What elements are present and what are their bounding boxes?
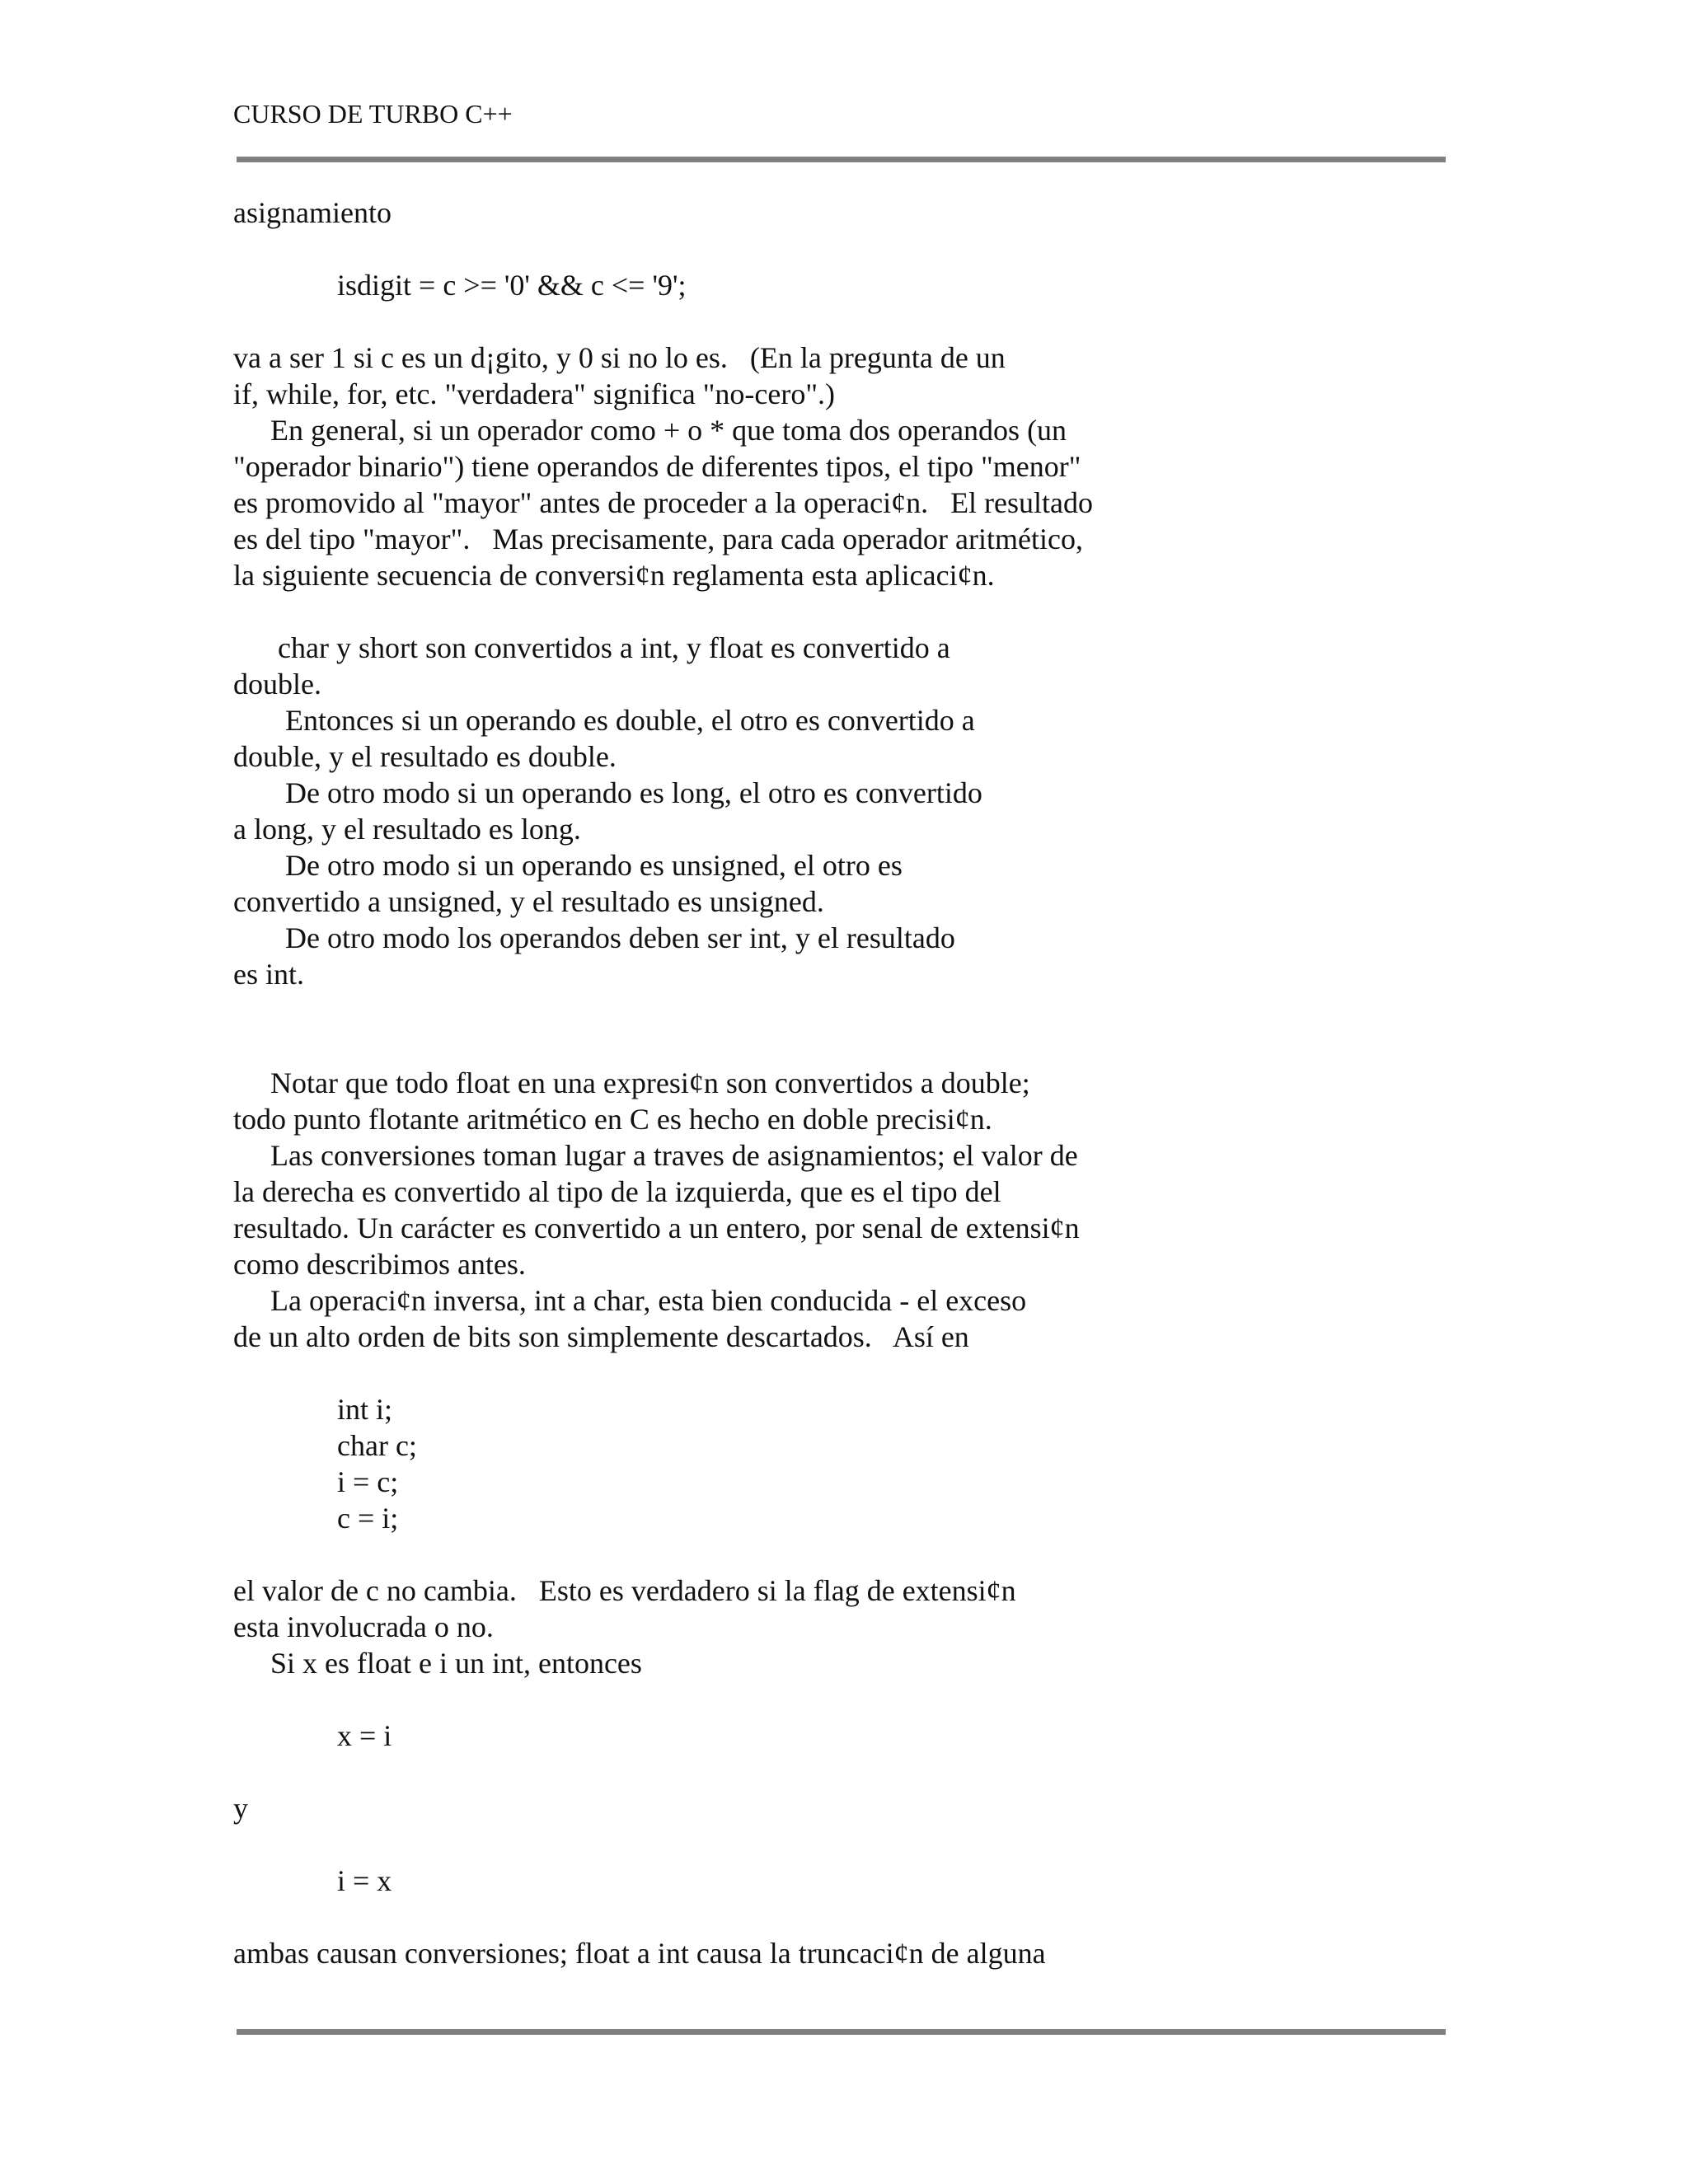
header-divider: [237, 157, 1446, 162]
text-line: la derecha es convertido al tipo de la izquierda, que es el tipo del: [233, 1175, 1001, 1208]
text-line: asignamiento: [233, 196, 392, 229]
text-line: [233, 231, 1437, 267]
code-line: int i;: [233, 1393, 393, 1426]
text-line: De otro modo si un operando es long, el otro es convertido: [233, 776, 982, 809]
text-line: [233, 1681, 1437, 1718]
text-line: Si x es float e i un int, entonces: [233, 1647, 642, 1680]
text-line: En general, si un operador como + o * que toma dos operandos (un: [233, 414, 1067, 447]
text-line: "operador binario") tiene operandos de diferentes tipos, el tipo "menor": [233, 450, 1081, 483]
text-line: [233, 992, 1437, 1029]
text-line: [233, 303, 1437, 340]
code-line: x = i: [233, 1719, 392, 1752]
text-line: como describimos antes.: [233, 1248, 526, 1281]
text-line: a long, y el resultado es long.: [233, 813, 581, 846]
text-line: convertido a unsigned, y el resultado es unsigned.: [233, 885, 824, 918]
text-line: el valor de c no cambia. Esto es verdadero si la flag de extensi¢n: [233, 1574, 1016, 1607]
text-line: esta involucrada o no.: [233, 1610, 494, 1643]
footer-divider: [237, 2029, 1446, 2035]
text-line: [233, 1826, 1437, 1863]
code-line: c = i;: [233, 1502, 399, 1535]
text-line: double.: [233, 668, 321, 701]
text-line: if, while, for, etc. "verdadera" significa "no-cero".): [233, 377, 836, 410]
text-line: [233, 593, 1437, 630]
code-line: char c;: [233, 1429, 417, 1462]
text-line: es promovido al "mayor" antes de proceder a la operaci¢n. El resultado: [233, 486, 1094, 519]
text-line: ambas causan conversiones; float a int causa la truncaci¢n de alguna: [233, 1937, 1046, 1970]
code-line: i = c;: [233, 1465, 399, 1498]
text-line: Entonces si un operando es double, el otro es convertido a: [233, 704, 975, 737]
text-line: double, y el resultado es double.: [233, 740, 617, 773]
text-line: char y short son convertidos a int, y float es convertido a: [233, 631, 950, 664]
text-line: Notar que todo float en una expresi¢n son convertidos a double;: [233, 1066, 1030, 1099]
text-line: La operaci¢n inversa, int a char, esta bien conducida - el exceso: [233, 1284, 1027, 1317]
text-line: es del tipo "mayor". Mas precisamente, para cada operador aritmético,: [233, 523, 1083, 555]
text-line: de un alto orden de bits son simplemente descartados. Así en: [233, 1320, 969, 1353]
text-line: [233, 1754, 1437, 1790]
text-line: De otro modo los operandos deben ser int, y el resultado: [233, 921, 955, 954]
code-line: i = x: [233, 1864, 392, 1897]
text-line: [233, 1355, 1437, 1391]
text-line: [233, 1899, 1437, 1935]
text-line: [233, 1536, 1437, 1572]
text-line: Las conversiones toman lugar a traves de asignamientos; el valor de: [233, 1139, 1078, 1172]
text-line: resultado. Un carácter es convertido a un entero, por senal de extensi¢n: [233, 1212, 1080, 1244]
page-header-title: CURSO DE TURBO C++: [233, 99, 513, 129]
text-line: y: [233, 1792, 248, 1825]
document-body: [233, 194, 1437, 1971]
code-line: isdigit = c >= '0' && c <= '9';: [233, 269, 687, 302]
text-line: va a ser 1 si c es un d¡gito, y 0 si no lo es. (En la pregunta de un: [233, 341, 1006, 374]
text-line: es int.: [233, 958, 304, 991]
text-line: todo punto flotante aritmético en C es hecho en doble precisi¢n.: [233, 1103, 992, 1136]
text-line: la siguiente secuencia de conversi¢n reglamenta esta aplicaci¢n.: [233, 559, 995, 592]
text-line: De otro modo si un operando es unsigned, el otro es: [233, 849, 903, 882]
text-line: [233, 1029, 1437, 1065]
